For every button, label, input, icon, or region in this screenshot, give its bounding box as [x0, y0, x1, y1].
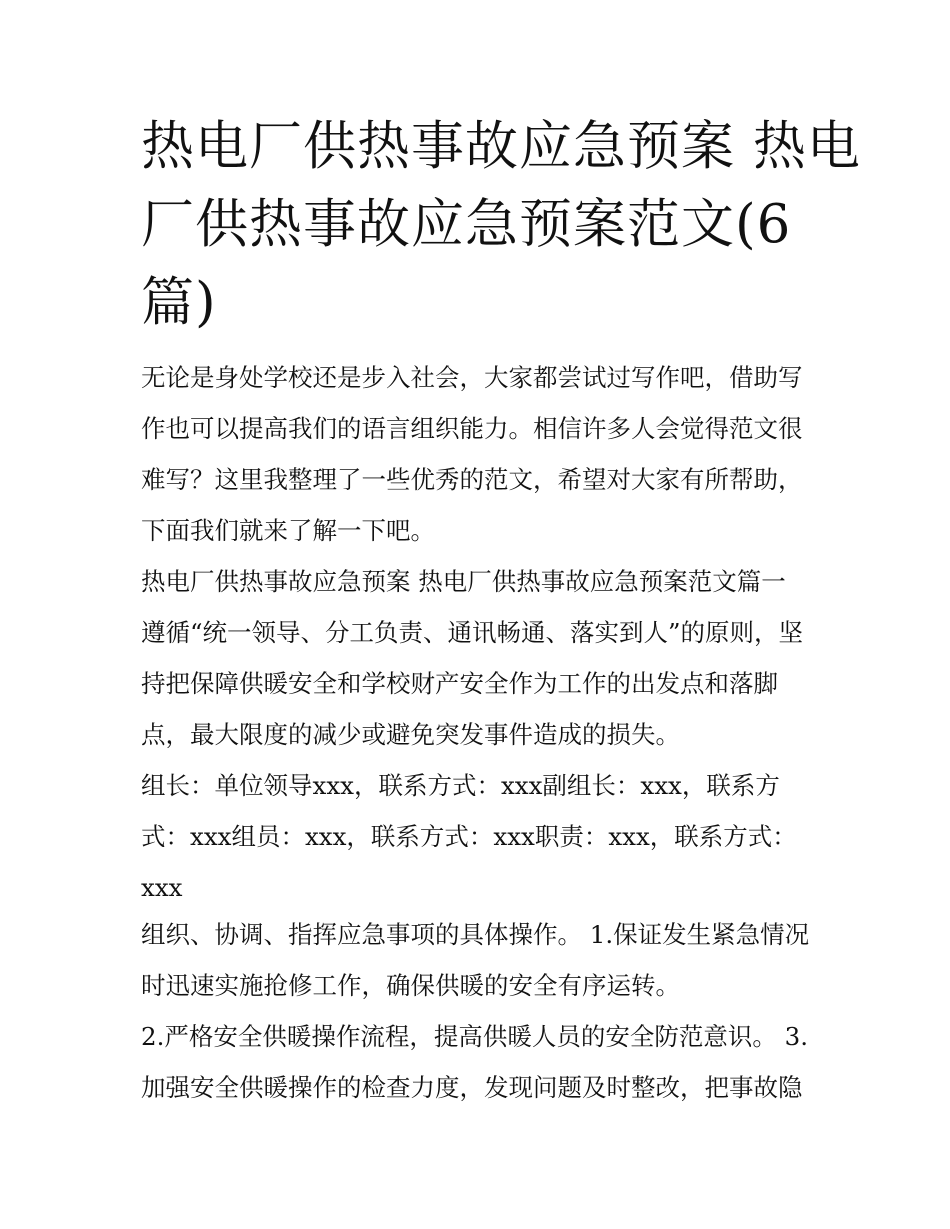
duties-paragraph — [141, 909, 821, 1011]
team-paragraph — [141, 760, 821, 909]
text-line: 加强安全供暖操作的检查力度，发现问题及时整改，把事故隐 — [141, 1073, 803, 1102]
text-line: 无论是身处学校还是步入社会，大家都尝试过写作吧，借助写 — [141, 363, 803, 392]
text-line: xxx — [141, 873, 183, 902]
title-line: 热电厂供热事故应急预案 热电 — [141, 116, 861, 177]
document-body — [141, 352, 821, 1113]
text-line: 点，最大限度的减少或避免突发事件造成的损失。 — [141, 720, 680, 749]
document-title — [141, 108, 861, 342]
principle-paragraph — [141, 607, 821, 760]
text-line: 组长：单位领导xxx，联系方式：xxx副组长：xxx，联系方 — [141, 771, 780, 800]
text-line: 持把保障供暖安全和学校财产安全作为工作的出发点和落脚 — [141, 669, 778, 698]
measures-paragraph — [141, 1011, 821, 1113]
section-heading-paragraph — [141, 556, 821, 607]
title-line: 厂供热事故应急预案范文(6 — [141, 194, 792, 255]
text-line: 时迅速实施抢修工作，确保供暖的安全有序运转。 — [141, 971, 680, 1000]
text-line: 热电厂供热事故应急预案 热电厂供热事故应急预案范文篇一 — [141, 567, 786, 596]
text-line: 难写？这里我整理了一些优秀的范文，希望对大家有所帮助， — [141, 465, 803, 494]
title-line: 篇) — [141, 272, 217, 333]
text-line: 2.严格安全供暖操作流程，提高供暖人员的安全防范意识。 3. — [141, 1022, 809, 1051]
text-line: 作也可以提高我们的语言组织能力。相信许多人会觉得范文很 — [141, 414, 803, 443]
text-line: 组织、协调、指挥应急事项的具体操作。 1.保证发生紧急情况 — [141, 920, 810, 949]
text-line: 下面我们就来了解一下吧。 — [141, 516, 435, 545]
text-line: 遵循“统一领导、分工负责、通讯畅通、落实到人”的原则，坚 — [141, 618, 804, 647]
text-line: 式：xxx组员：xxx，联系方式：xxx职责：xxx，联系方式： — [141, 822, 797, 851]
intro-paragraph — [141, 352, 821, 556]
